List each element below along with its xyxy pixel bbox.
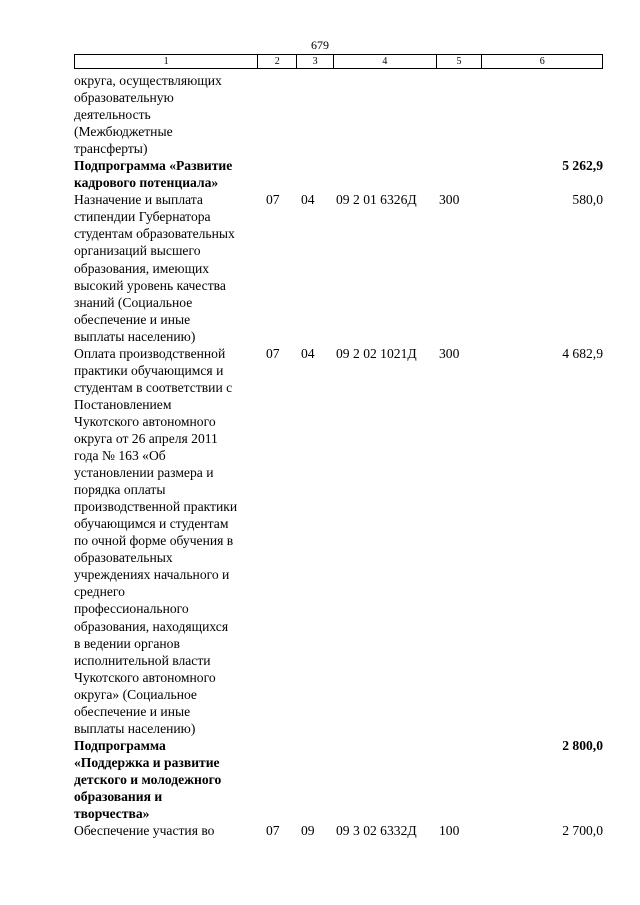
- table-row: [74, 822, 603, 839]
- row-kvr: 300: [439, 345, 460, 361]
- row-description: Оплата производственной практики обучающимся и студентам в соответствии с Постановлением Чукотского автономного округа от 26 апреля 2011 года № 163 «Об установлении размера и порядка оплаты производственной практики обучающимся и студентам по очной форме обучения в образовательных учреждениях начального и среднего профессионального образования, находящихся в ведении органов исполнительной власти Чукотского автономного округа» (Социальное обеспечение и иные выплаты населению): [74, 345, 238, 736]
- header-col-3: 3: [297, 55, 334, 68]
- table-body: [74, 72, 603, 839]
- table-row-subprogram: [74, 737, 603, 822]
- row-kcsr: [334, 72, 437, 157]
- row-podrazdel: [297, 157, 334, 191]
- table-row: [74, 345, 603, 737]
- row-kvr: 300: [439, 192, 460, 208]
- table-row: [74, 191, 603, 344]
- row-amount: 4 682,9: [562, 345, 603, 361]
- header-col-2: 2: [258, 55, 297, 68]
- row-description: округа, осуществляющих образовательную деятельность (Межбюджетные трансферты): [74, 73, 222, 157]
- row-razdel: [258, 157, 297, 191]
- row-kcsr: 09 2 02 1021Д: [336, 345, 417, 361]
- row-podrazdel: 04: [301, 192, 315, 208]
- row-podrazdel: 09: [301, 823, 315, 839]
- page-number: 679: [311, 38, 329, 52]
- row-kvr: [437, 72, 483, 157]
- row-amount: 2 800,0: [562, 737, 603, 753]
- row-amount: 5 262,9: [562, 158, 603, 174]
- row-description: Подпрограмма «Развитие кадрового потенциала»: [74, 158, 233, 191]
- table-row-subprogram: [74, 157, 603, 191]
- header-col-6: 6: [539, 56, 545, 67]
- row-podrazdel: [297, 737, 334, 822]
- row-razdel: [258, 737, 297, 822]
- row-amount: 580,0: [572, 192, 603, 208]
- row-description: Подпрограмма «Поддержка и развитие детского и молодежного образования и творчества»: [74, 737, 222, 822]
- row-description: Обеспечение участия во: [74, 823, 215, 839]
- table-header: [74, 54, 603, 69]
- row-kcsr: 09 3 02 6332Д: [336, 823, 417, 839]
- row-kvr: 100: [439, 823, 460, 839]
- table-row: [74, 72, 603, 157]
- row-podrazdel: [297, 72, 334, 157]
- row-podrazdel: 04: [301, 345, 315, 361]
- row-description: Назначение и выплата стипендии Губернатора студентам образовательных организаций высшего образования, имеющих высокий уровень качества знаний (Социальное обеспечение и иные выплаты населению): [74, 192, 235, 344]
- row-razdel: 07: [266, 345, 280, 361]
- row-amount: 2 700,0: [562, 823, 603, 839]
- header-col-1: 1: [75, 55, 258, 68]
- row-kvr: [437, 737, 483, 822]
- row-kcsr: [334, 157, 437, 191]
- row-kvr: [437, 157, 483, 191]
- row-kcsr: [334, 737, 437, 822]
- row-amount: [483, 72, 603, 157]
- row-kcsr: 09 2 01 6326Д: [336, 192, 417, 208]
- header-col-5: 5: [437, 55, 483, 68]
- row-razdel: 07: [266, 823, 280, 839]
- row-razdel: [258, 72, 297, 157]
- header-col-4: 4: [334, 55, 437, 68]
- row-razdel: 07: [266, 192, 280, 208]
